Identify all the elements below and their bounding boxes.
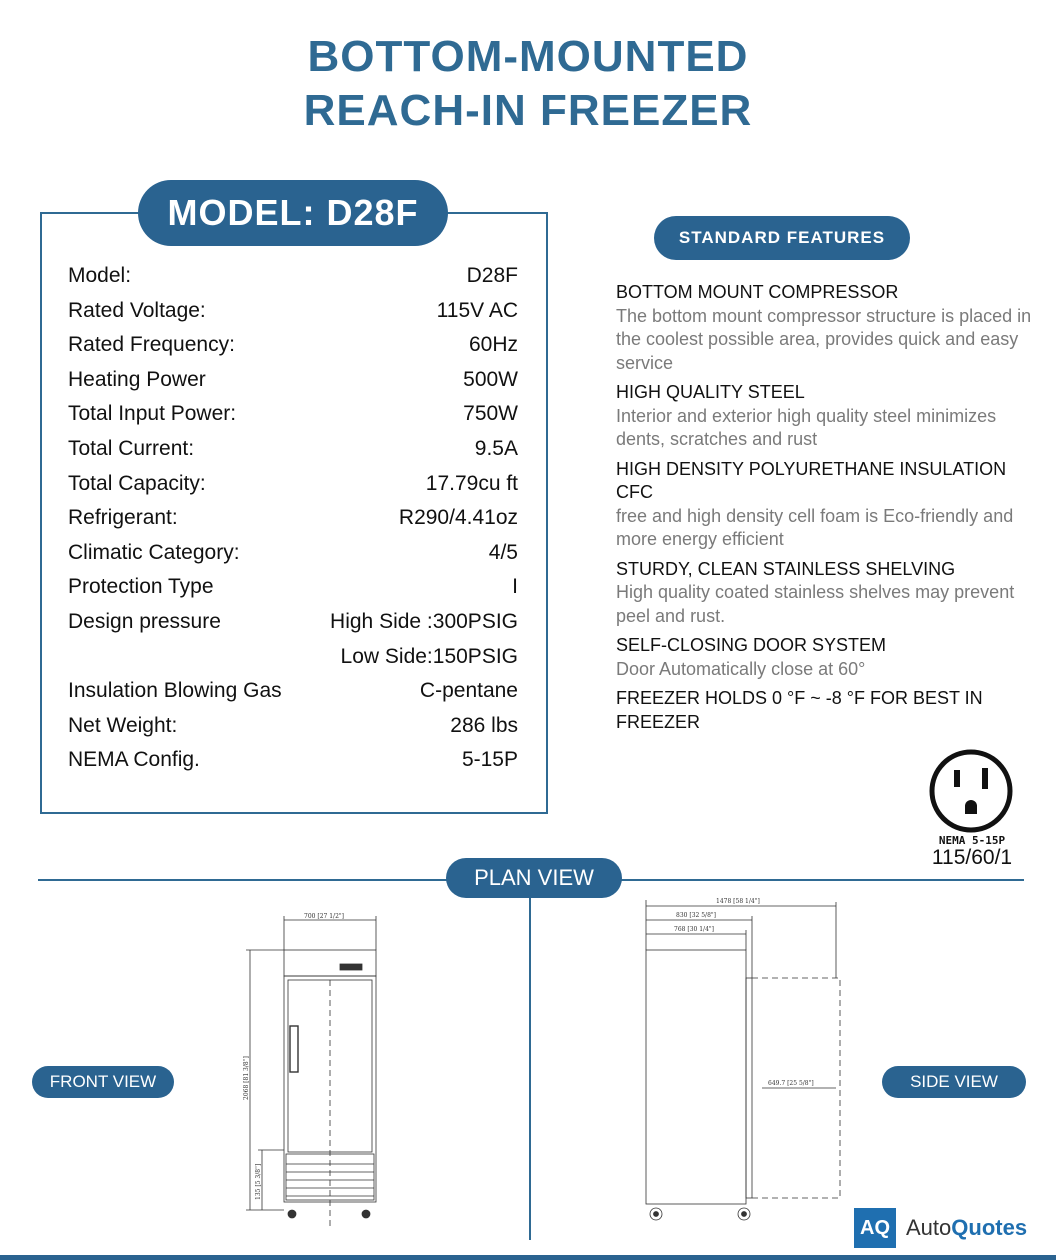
spec-value: 5-15P xyxy=(461,748,518,772)
spec-label: Model: xyxy=(68,264,132,287)
spec-value: 500W xyxy=(463,367,518,391)
side-depth-outer-dim: 830 [32 5/8"] xyxy=(676,912,716,919)
front-width-dim: 700 [27 1/2"] xyxy=(304,913,344,920)
spec-value: Low Side:150PSIG xyxy=(340,644,518,668)
spec-row xyxy=(68,674,528,709)
spec-label: Refrigerant: xyxy=(68,506,178,530)
side-view-badge: SIDE VIEW xyxy=(882,1066,1026,1098)
spec-row xyxy=(68,363,528,398)
spec-value: 115V AC xyxy=(436,298,518,322)
side-view-drawing xyxy=(636,892,846,1232)
spec-row xyxy=(68,570,528,605)
model-badge: MODEL: D28F xyxy=(138,180,448,246)
spec-row xyxy=(68,640,528,675)
spec-row xyxy=(68,432,528,467)
spec-label: Insulation Blowing Gas xyxy=(68,679,282,703)
feature-description: The bottom mount compressor structure is placed in the coolest possible area, provides quick and easy service xyxy=(616,305,1032,373)
feature-item xyxy=(616,634,1036,681)
spec-row xyxy=(68,467,528,502)
feature-heading: HIGH DENSITY POLYURETHANE INSULATION CFC xyxy=(616,458,1007,502)
spec-label: Rated Voltage: xyxy=(68,298,206,322)
spec-value: 750W xyxy=(463,402,518,426)
title-line-2: REACH-IN FREEZER xyxy=(303,86,753,135)
feature-description: Door Automatically close at 60° xyxy=(616,658,866,679)
spec-row xyxy=(68,328,528,363)
bottom-bar xyxy=(0,1255,1056,1260)
feature-description: High quality coated stainless shelves may prevent peel and rust. xyxy=(616,582,1015,626)
front-height-dim: 2068 [81 3/8"] xyxy=(243,1056,250,1100)
spec-label: NEMA Config. xyxy=(68,748,200,772)
autoquotes-logo-icon: AQ xyxy=(854,1208,896,1248)
spec-row xyxy=(68,501,528,536)
divider-vertical xyxy=(529,880,531,1240)
spec-label: Protection Type xyxy=(68,575,214,599)
spec-row xyxy=(68,709,528,744)
feature-heading: HIGH QUALITY STEEL xyxy=(616,382,805,402)
nema-5-15p-outlet-icon xyxy=(928,748,1014,834)
spec-row xyxy=(68,605,528,640)
feature-heading: SELF-CLOSING DOOR SYSTEM xyxy=(616,635,887,655)
feature-heading: FREEZER HOLDS 0 °F ~ -8 °F FOR BEST IN FREEZER xyxy=(616,688,983,732)
nema-rating: 115/60/1 xyxy=(931,846,1013,869)
feature-item xyxy=(616,458,1036,552)
front-view-drawing xyxy=(240,910,390,1230)
spec-value: 4/5 xyxy=(488,540,518,564)
spec-row xyxy=(68,294,528,329)
feature-description: Interior and exterior high quality steel minimizes dents, scratches and rust xyxy=(616,405,997,449)
spec-label: Climatic Category: xyxy=(68,540,240,564)
brand-name-bold: Quotes xyxy=(951,1215,1028,1240)
spec-label: Net Weight: xyxy=(68,713,178,737)
features-list xyxy=(616,281,1036,740)
feature-item xyxy=(616,281,1036,375)
side-depth-inner-dim: 768 [30 1/4"] xyxy=(674,926,714,933)
feature-item xyxy=(616,558,1036,629)
spec-value: R290/4.41oz xyxy=(398,506,518,530)
spec-label: Rated Frequency: xyxy=(68,333,235,357)
spec-value: D28F xyxy=(466,264,518,287)
spec-row xyxy=(68,536,528,571)
feature-description: free and high density cell foam is Eco-friendly and more energy efficient xyxy=(616,505,1014,549)
spec-value: 9.5A xyxy=(474,436,518,460)
page-title xyxy=(0,30,1056,138)
nema-label: NEMA 5-15P xyxy=(938,834,1006,847)
spec-table xyxy=(68,259,528,778)
brand-name xyxy=(906,1212,1027,1244)
spec-value: High Side :300PSIG xyxy=(330,609,518,633)
plan-view-badge: PLAN VIEW xyxy=(446,858,622,898)
feature-heading: BOTTOM MOUNT COMPRESSOR xyxy=(616,282,899,302)
spec-row xyxy=(68,397,528,432)
side-door-dim: 649.7 [25 5/8"] xyxy=(768,1080,814,1087)
front-view-badge: FRONT VIEW xyxy=(32,1066,174,1098)
spec-value: 286 lbs xyxy=(450,713,518,737)
spec-label: Heating Power xyxy=(68,367,206,391)
spec-label: Design pressure xyxy=(68,609,221,633)
spec-value: I xyxy=(512,575,518,599)
spec-row xyxy=(68,743,528,778)
spec-value: 60Hz xyxy=(468,333,518,357)
spec-label: Total Input Power: xyxy=(68,402,237,426)
spec-value: 17.79cu ft xyxy=(425,471,518,495)
standard-features-badge: STANDARD FEATURES xyxy=(654,216,910,260)
spec-row xyxy=(68,259,528,294)
feature-heading: STURDY, CLEAN STAINLESS SHELVING xyxy=(616,558,956,579)
front-base-dim: 135 [5 3/8"] xyxy=(255,1163,262,1200)
title-line-1: BOTTOM-MOUNTED xyxy=(307,32,749,81)
spec-value: C-pentane xyxy=(419,679,518,703)
feature-item xyxy=(616,381,1036,452)
spec-label: Total Capacity: xyxy=(68,471,206,495)
feature-item xyxy=(616,687,1036,734)
spec-label: Total Current: xyxy=(68,436,195,460)
side-total-dim: 1478 [58 1/4"] xyxy=(716,898,760,905)
brand-name-prefix: Auto xyxy=(906,1215,952,1240)
